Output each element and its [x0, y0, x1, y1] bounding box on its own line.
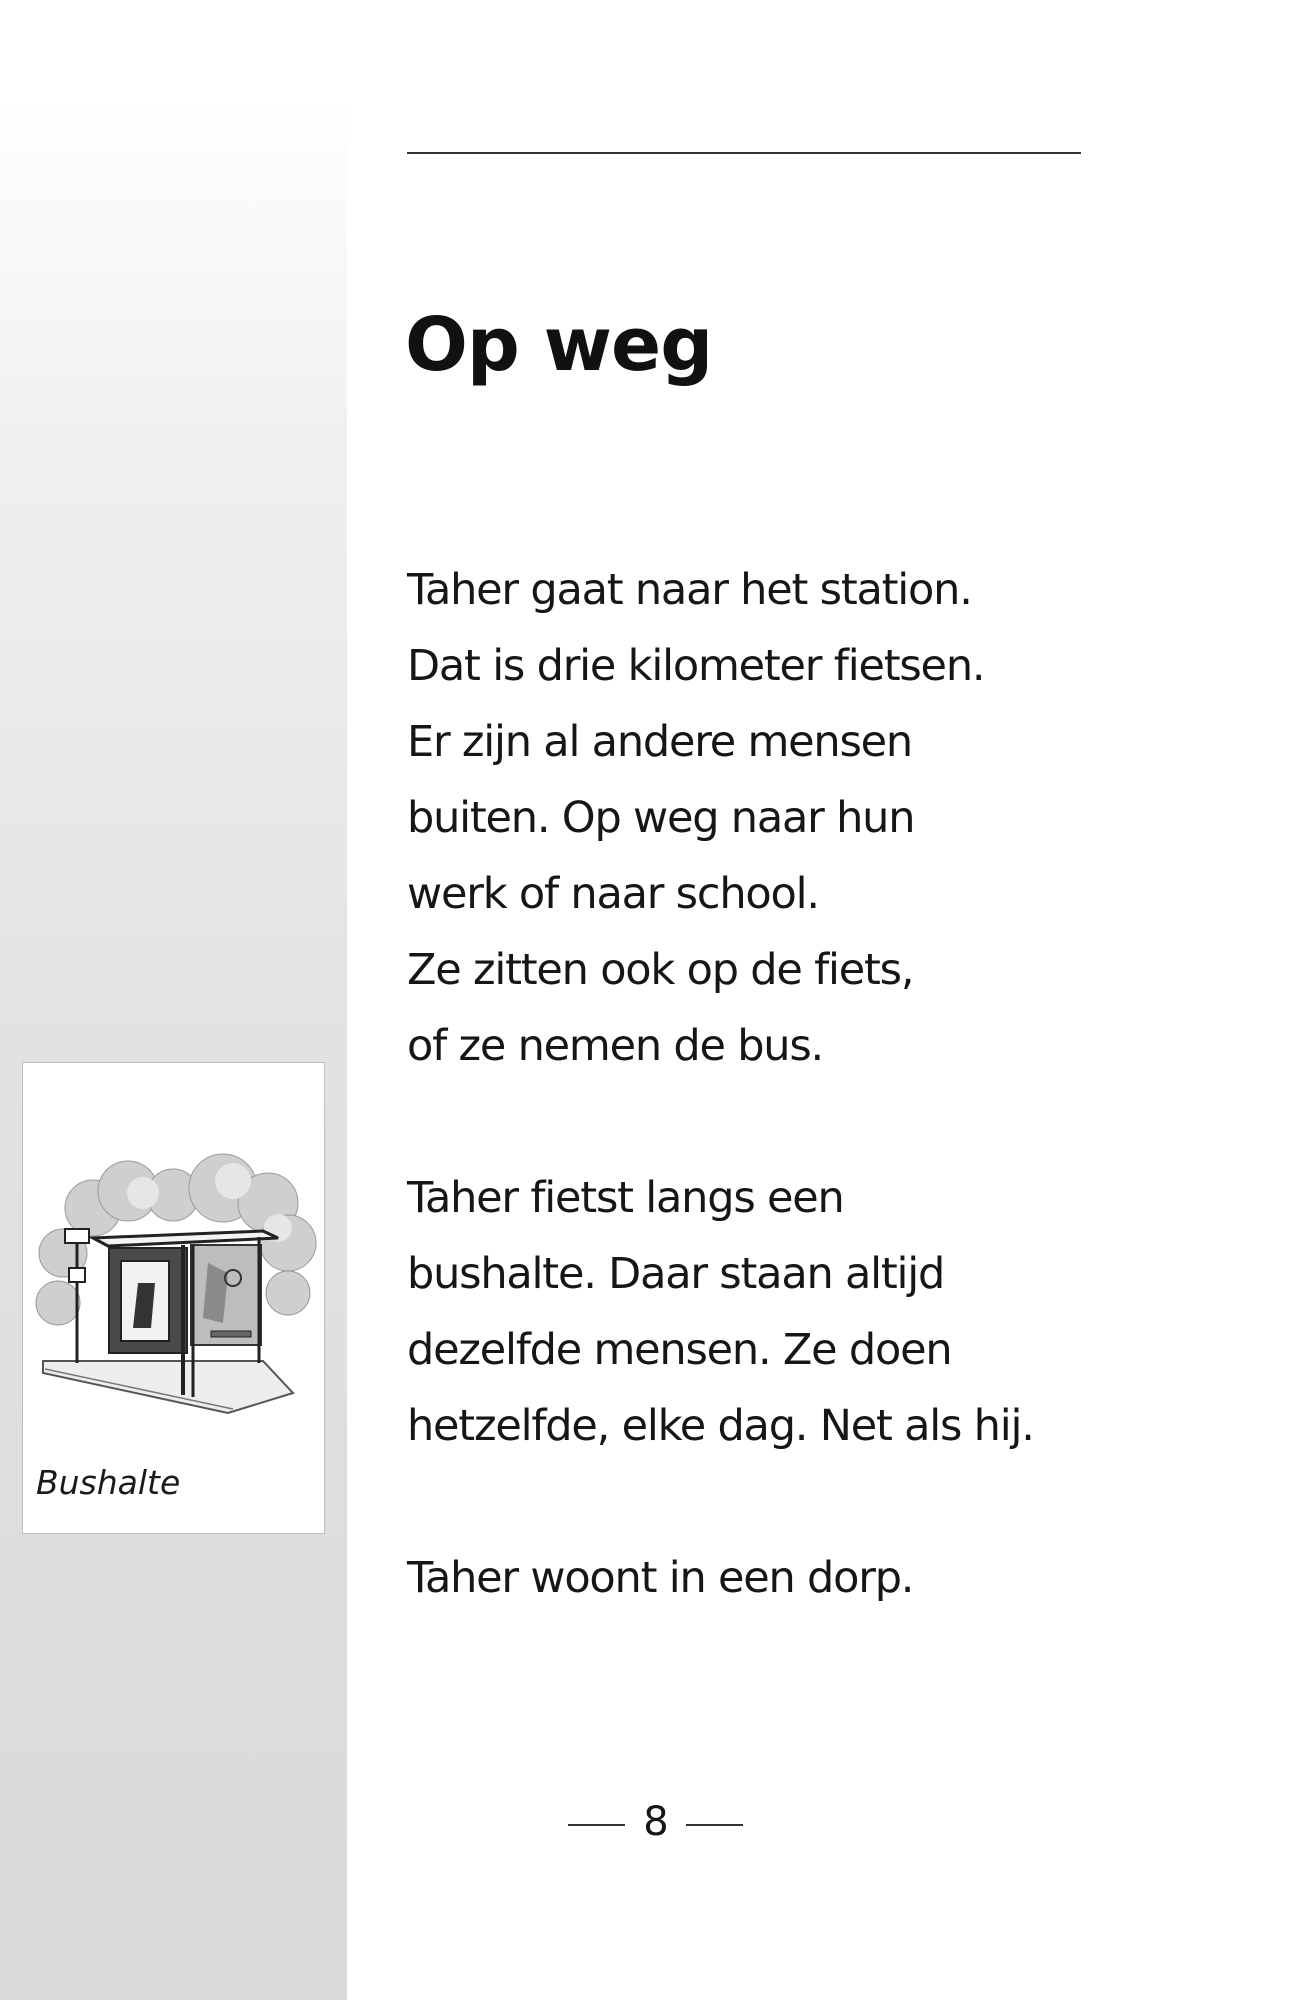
text-line: Er zijn al andere mensen	[407, 717, 912, 767]
paragraph-gap	[407, 1084, 1097, 1160]
page-footer	[568, 1800, 743, 1844]
text-line: Taher gaat naar het station.	[407, 565, 972, 615]
figure-caption: Bushalte	[36, 1463, 181, 1502]
text-line: of ze nemen de bus.	[407, 1021, 824, 1071]
page-number-dash	[686, 1824, 743, 1826]
page-number-dash	[568, 1824, 625, 1826]
text-line: bushalte. Daar staan altijd	[407, 1249, 945, 1299]
text-line: Taher fietst langs een	[407, 1173, 844, 1223]
text-line: werk of naar school.	[407, 869, 819, 919]
chapter-title: Op weg	[405, 302, 713, 388]
sidebar-band	[0, 100, 347, 2000]
text-line: hetzelfde, elke dag. Net als hij.	[407, 1401, 1034, 1451]
text-line: dezelfde mensen. Ze doen	[407, 1325, 952, 1375]
text-line: Ze zitten ook op de fiets,	[407, 945, 914, 995]
text-line: Dat is drie kilometer fietsen.	[407, 641, 985, 691]
text-line: Taher woont in een dorp.	[407, 1553, 914, 1603]
text-line: buiten. Op weg naar hun	[407, 793, 915, 843]
header-rule	[407, 152, 1081, 154]
paragraph-gap	[407, 1464, 1097, 1540]
page-number: 8	[643, 1799, 669, 1845]
story-text	[407, 552, 1097, 1616]
